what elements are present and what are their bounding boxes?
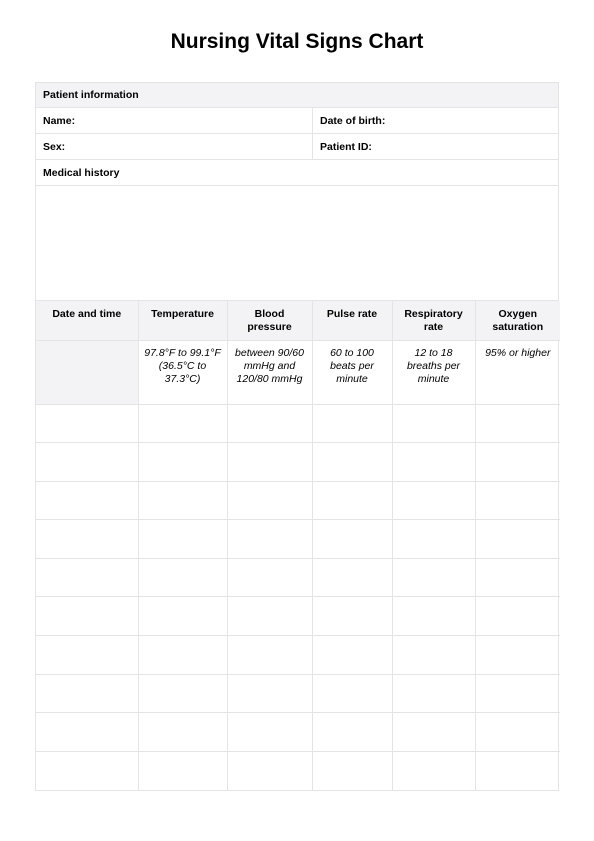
entry-cell-date-time[interactable] <box>36 751 138 790</box>
entry-cell-temperature[interactable] <box>138 443 227 482</box>
vitals-entry-row <box>36 713 560 752</box>
entry-cell-pulse-rate[interactable] <box>312 597 392 636</box>
entry-cell-pulse-rate[interactable] <box>312 674 392 713</box>
entry-cell-respiratory-rate[interactable] <box>392 713 475 752</box>
entry-cell-oxygen-saturation[interactable] <box>475 597 560 636</box>
column-header-respiratory-rate: Respiratory rate <box>392 301 475 340</box>
entry-cell-respiratory-rate[interactable] <box>392 443 475 482</box>
entry-cell-respiratory-rate[interactable] <box>392 481 475 520</box>
entry-cell-oxygen-saturation[interactable] <box>475 636 560 675</box>
entry-cell-blood-pressure[interactable] <box>227 558 312 597</box>
patient-information-label: Patient information <box>43 89 139 101</box>
entry-cell-respiratory-rate[interactable] <box>392 404 475 443</box>
range-respiratory-rate: 12 to 18 breaths per minute <box>392 340 475 404</box>
entry-cell-respiratory-rate[interactable] <box>392 597 475 636</box>
patient-row-sex-id <box>36 134 558 160</box>
vitals-entry-row <box>36 520 560 559</box>
range-oxygen-saturation: 95% or higher <box>475 340 560 404</box>
entry-cell-blood-pressure[interactable] <box>227 443 312 482</box>
vitals-entry-row <box>36 558 560 597</box>
entry-cell-oxygen-saturation[interactable] <box>475 404 560 443</box>
entry-cell-temperature[interactable] <box>138 597 227 636</box>
entry-cell-temperature[interactable] <box>138 713 227 752</box>
date-of-birth-field[interactable]: Date of birth: <box>320 114 386 127</box>
entry-cell-pulse-rate[interactable] <box>312 443 392 482</box>
entry-cell-date-time[interactable] <box>36 597 138 636</box>
entry-cell-date-time[interactable] <box>36 520 138 559</box>
entry-cell-temperature[interactable] <box>138 674 227 713</box>
entry-cell-respiratory-rate[interactable] <box>392 751 475 790</box>
range-blood-pressure: between 90/60 mmHg and 120/80 mmHg <box>227 340 312 404</box>
range-pulse-rate: 60 to 100 beats per minute <box>312 340 392 404</box>
medical-history-field[interactable] <box>36 186 558 301</box>
vitals-header-row <box>36 301 560 340</box>
range-temperature: 97.8°F to 99.1°F (36.5°C to 37.3°C) <box>138 340 227 404</box>
entry-cell-pulse-rate[interactable] <box>312 636 392 675</box>
entry-cell-date-time[interactable] <box>36 481 138 520</box>
entry-cell-oxygen-saturation[interactable] <box>475 481 560 520</box>
vitals-entry-row <box>36 597 560 636</box>
entry-cell-blood-pressure[interactable] <box>227 713 312 752</box>
vitals-entry-row <box>36 636 560 675</box>
entry-cell-date-time[interactable] <box>36 713 138 752</box>
column-header-pulse-rate: Pulse rate <box>312 301 392 340</box>
patient-id-field[interactable]: Patient ID: <box>320 140 372 153</box>
page-title: Nursing Vital Signs Chart <box>170 30 424 53</box>
entry-cell-date-time[interactable] <box>36 636 138 675</box>
entry-cell-oxygen-saturation[interactable] <box>475 751 560 790</box>
entry-cell-respiratory-rate[interactable] <box>392 636 475 675</box>
entry-cell-temperature[interactable] <box>138 481 227 520</box>
entry-cell-oxygen-saturation[interactable] <box>475 520 560 559</box>
column-header-blood-pressure: Blood pressure <box>227 301 312 340</box>
entry-cell-oxygen-saturation[interactable] <box>475 713 560 752</box>
entry-cell-temperature[interactable] <box>138 520 227 559</box>
entry-cell-respiratory-rate[interactable] <box>392 674 475 713</box>
entry-cell-pulse-rate[interactable] <box>312 713 392 752</box>
entry-cell-blood-pressure[interactable] <box>227 404 312 443</box>
entry-cell-temperature[interactable] <box>138 404 227 443</box>
entry-cell-oxygen-saturation[interactable] <box>475 558 560 597</box>
vitals-entry-rows <box>36 404 560 790</box>
entry-cell-date-time[interactable] <box>36 558 138 597</box>
vitals-entry-row <box>36 443 560 482</box>
vitals-entry-row <box>36 481 560 520</box>
entry-cell-date-time[interactable] <box>36 404 138 443</box>
entry-cell-pulse-rate[interactable] <box>312 404 392 443</box>
patient-row-name-dob <box>36 108 558 134</box>
entry-cell-date-time[interactable] <box>36 443 138 482</box>
column-header-temperature: Temperature <box>138 301 227 340</box>
vitals-table <box>36 301 560 790</box>
entry-cell-date-time[interactable] <box>36 674 138 713</box>
entry-cell-blood-pressure[interactable] <box>227 674 312 713</box>
sex-field[interactable]: Sex: <box>36 134 313 159</box>
entry-cell-blood-pressure[interactable] <box>227 597 312 636</box>
vitals-entry-row <box>36 404 560 443</box>
entry-cell-temperature[interactable] <box>138 636 227 675</box>
entry-cell-pulse-rate[interactable] <box>312 751 392 790</box>
entry-cell-respiratory-rate[interactable] <box>392 558 475 597</box>
vital-signs-form <box>35 82 559 791</box>
column-header-oxygen-saturation: Oxygen saturation <box>475 301 560 340</box>
entry-cell-temperature[interactable] <box>138 751 227 790</box>
entry-cell-blood-pressure[interactable] <box>227 520 312 559</box>
entry-cell-respiratory-rate[interactable] <box>392 520 475 559</box>
entry-cell-blood-pressure[interactable] <box>227 751 312 790</box>
entry-cell-pulse-rate[interactable] <box>312 558 392 597</box>
range-date-time <box>36 340 138 404</box>
entry-cell-pulse-rate[interactable] <box>312 520 392 559</box>
entry-cell-temperature[interactable] <box>138 558 227 597</box>
vitals-entry-row <box>36 751 560 790</box>
column-header-date-time: Date and time <box>36 301 138 340</box>
entry-cell-blood-pressure[interactable] <box>227 481 312 520</box>
name-field[interactable]: Name: <box>36 108 313 133</box>
entry-cell-blood-pressure[interactable] <box>227 636 312 675</box>
vitals-entry-row <box>36 674 560 713</box>
medical-history-header <box>36 160 558 186</box>
medical-history-label: Medical history <box>43 166 120 179</box>
normal-ranges-row <box>36 340 560 404</box>
patient-information-header <box>36 83 558 108</box>
entry-cell-pulse-rate[interactable] <box>312 481 392 520</box>
entry-cell-oxygen-saturation[interactable] <box>475 674 560 713</box>
entry-cell-oxygen-saturation[interactable] <box>475 443 560 482</box>
